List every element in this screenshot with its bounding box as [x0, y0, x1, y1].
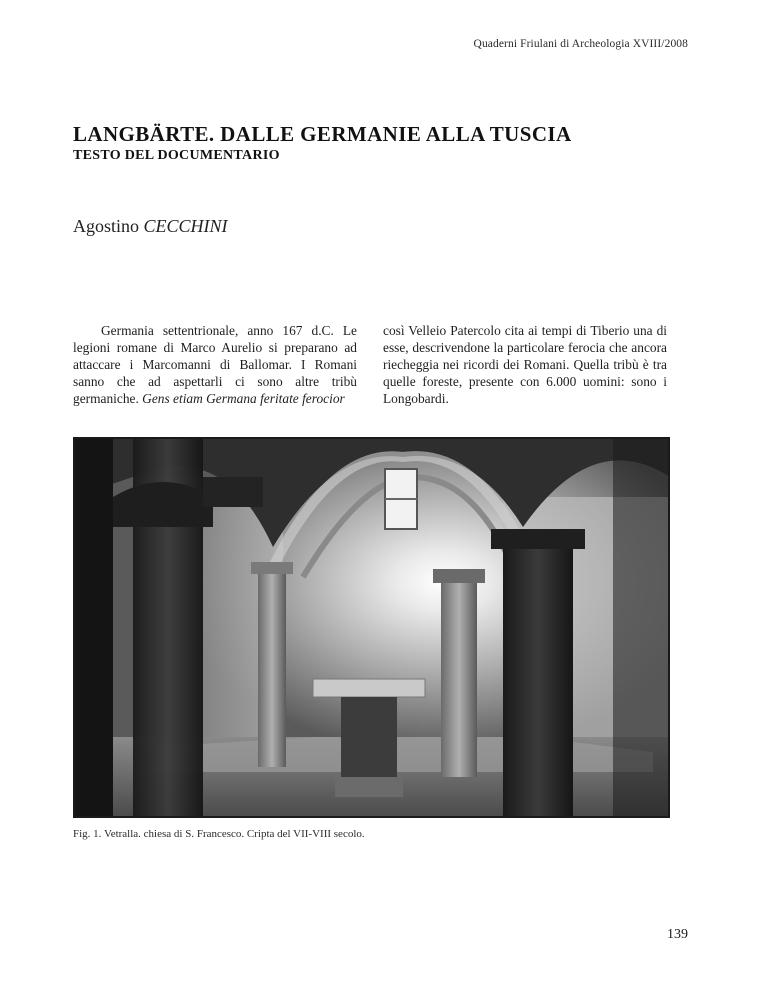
- crypt-photo-illustration: [73, 437, 670, 818]
- page-number: 139: [667, 927, 688, 942]
- article-subtitle: TESTO DEL DOCUMENTARIO: [73, 148, 280, 163]
- body-column-right: [383, 322, 667, 407]
- body-text-left: Germania settentrionale, anno 167 d.C. Le legioni romane di Marco Aurelio si preparano ad attaccare i Marcomanni di Ballomar. I Romani sanno che ad aspettarli ci sono altre tribù germaniche.: [73, 323, 357, 406]
- body-text-right: così Velleio Patercolo cita ai tempi di Tiberio una di esse, descrivendone la particolare ferocia che ancora riecheggia nei ricordi dei Romani. Quella tribù è tra quelle foreste, presente con 6.000 uomini: sono i Longobardi.: [383, 323, 667, 406]
- article-title: LANGBÄRTE. DALLE GERMANIE ALLA TUSCIA: [73, 122, 572, 146]
- author-name: [73, 216, 228, 237]
- author-last-name: CECCHINI: [143, 216, 228, 236]
- latin-quote: Gens etiam Germana feritate ferocior: [142, 391, 345, 406]
- author-first-name: Agostino: [73, 216, 140, 236]
- running-head: Quaderni Friulani di Archeologia XVIII/2008: [473, 38, 688, 50]
- figure-caption: Fig. 1. Vetralla. chiesa di S. Francesco. Cripta del VII-VIII secolo.: [73, 828, 365, 840]
- crypt-photograph: [73, 437, 670, 818]
- body-column-left: [73, 322, 357, 407]
